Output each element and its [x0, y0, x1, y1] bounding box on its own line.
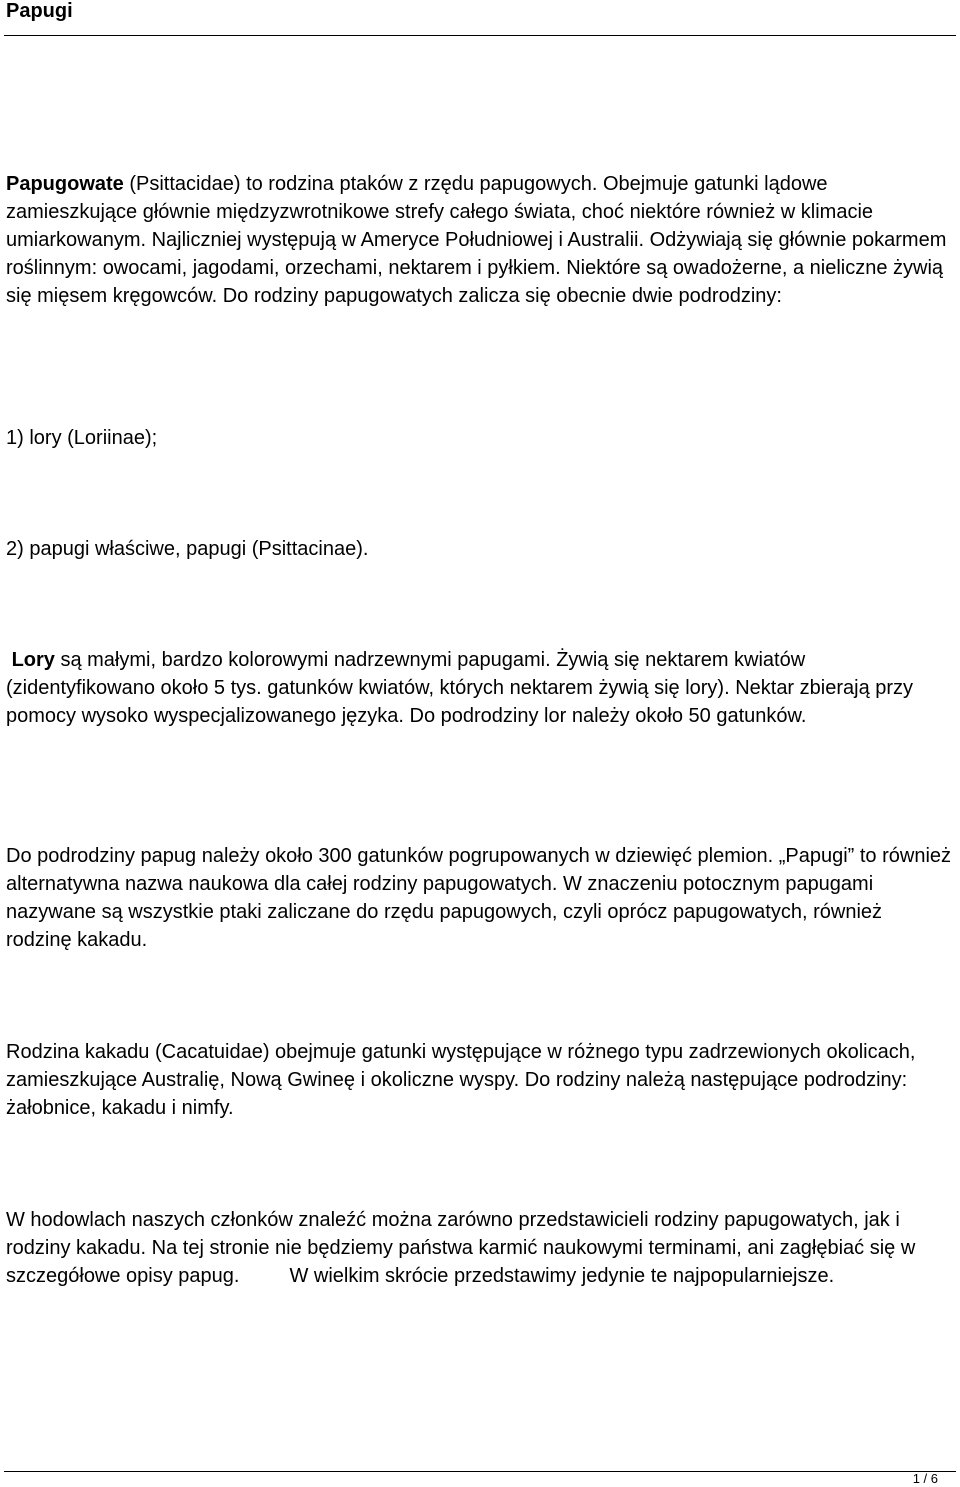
subfamily-item-1: 1) lory (Loriinae); — [6, 427, 158, 449]
intro-text: (Psittacidae) to rodzina ptaków z rzędu papugowych. Obejmuje gatunki lądowe zamieszkujące głównie międzyzwrotnikowe strefy całego świata, choć niektóre również w klimacie umiarkowanym. Najliczniej występują w Ameryce Południowej i Australii. Odżywiają się głównie pokarmem roślinnym: owocami, jagodami, orzechami, nektarem i pyłkiem. Niektóre są owadożerne, a nieliczne żywią się mięsem kręgowców. Do rodziny papugowatych zalicza się obecnie dwie podrodziny: — [6, 173, 947, 307]
footer-divider — [4, 1471, 956, 1472]
breeding-paragraph: W hodowlach naszych członków znaleźć można zarówno przedstawicieli rodziny papugowatych, jak i rodziny kakadu. Na tej stronie nie będziemy państwa karmić naukowymi terminami, ani zagłębiać się w szczegółowe opisy papug. W wielkim skrócie przedstawimy jedynie te najpopularniejsze. — [6, 1209, 921, 1287]
lory-lead-term: Lory — [11, 649, 55, 671]
kakadu-paragraph: Rodzina kakadu (Cacatuidae) obejmuje gatunki występujące w różnego typu zadrzewionych okolicach, zamieszkujące Australię, Nową Gwineę i okoliczne wyspy. Do rodziny należą następujące podrodziny: żałobnice, kakadu i nimfy. — [6, 1041, 916, 1119]
page-number: 1 / 6 — [912, 1471, 938, 1486]
title-divider — [4, 35, 956, 36]
page-title: Papugi — [6, 0, 73, 22]
lory-text: są małymi, bardzo kolorowymi nadrzewnymi papugami. Żywią się nektarem kwiatów (zidentyfikowano około 5 tys. gatunków kwiatów, których nektarem żywią się lory). Nektar zbierają przy pomocy wysoko wyspecjalizowanego języka. Do podrodziny lor należy około 50 gatunków. — [6, 649, 914, 727]
papugi-paragraph: Do podrodziny papug należy około 300 gatunków pogrupowanych w dziewięć plemion. „Papugi” to również alternatywna nazwa naukowa dla całej rodziny papugowatych. W znaczeniu potocznym papugami nazywane są wszystkie ptaki zaliczane do rzędu papugowych, czyli oprócz papugowatych, również rodzinę kakadu. — [6, 845, 952, 951]
lory-paragraph — [6, 646, 952, 730]
subfamily-item-2: 2) papugi właściwe, papugi (Psittacinae). — [6, 538, 369, 560]
intro-paragraph — [6, 170, 952, 310]
intro-lead-term: Papugowate — [6, 173, 124, 195]
